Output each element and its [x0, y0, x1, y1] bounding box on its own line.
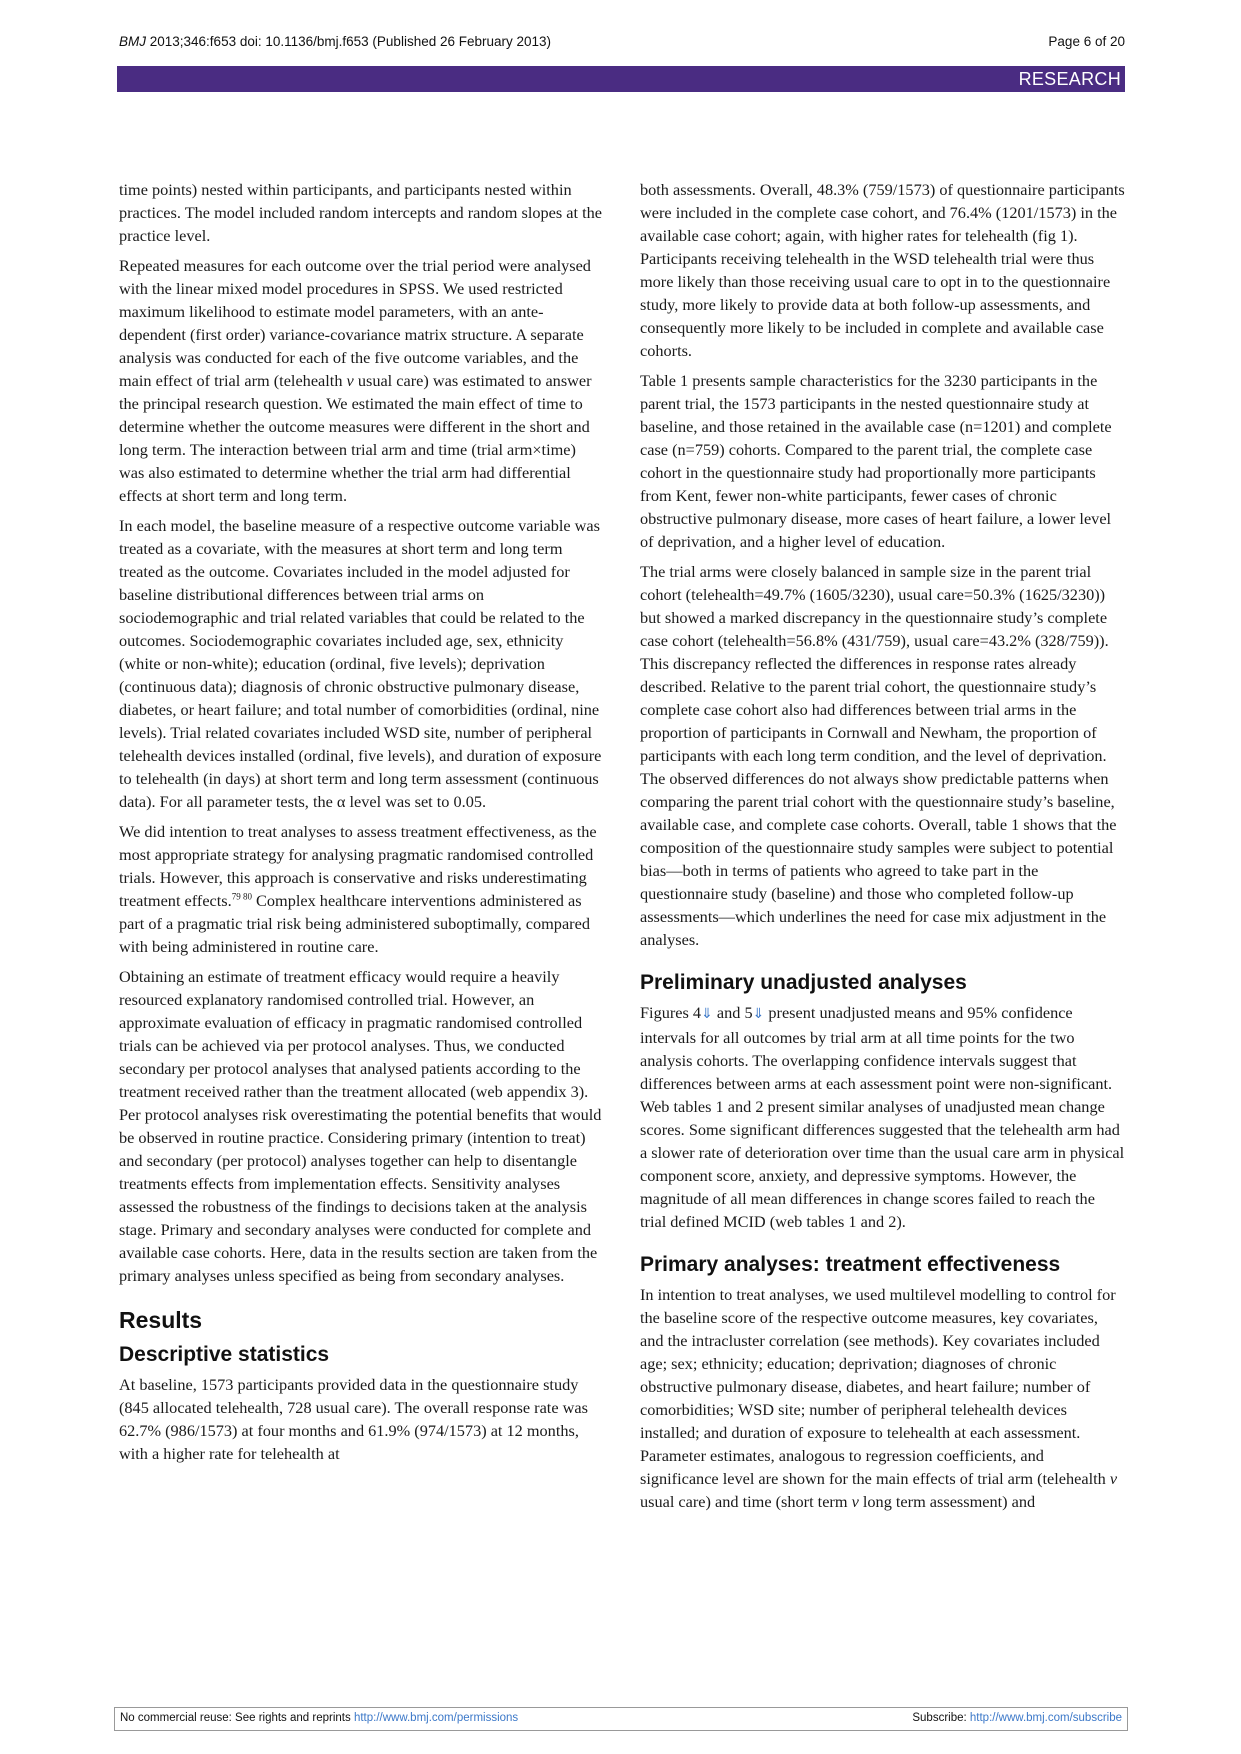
reference-superscript: 79 80: [231, 891, 252, 902]
text-run: usual care) was estimated to answer the principal research question. We estimated the main effect of time to determine whether the outcome measures were different in the short and long term. The interaction between trial arm and time (trial arm×time) was also estimated to determine whether the trial arm had differential effects at short term and long term.: [119, 371, 592, 505]
running-header-citation: [119, 34, 551, 49]
paragraph: [640, 1283, 1125, 1513]
paragraph: In each model, the baseline measure of a respective outcome variable was treated as a covariate, with the measures at short term and long term treated as the outcome. Covariates included in the model adjusted for baseline distributional differences between trial arms on sociodemographic and trial related variables that could be related to the outcomes. Sociodemographic covariates included age, sex, ethnicity (white or non-white); education (ordinal, five levels); deprivation (continuous data); diagnosis of chronic obstructive pulmonary disease, diabetes, or heart failure; and total number of comorbidities (ordinal, nine levels). Trial related covariates included WSD site, number of peripheral telehealth devices installed (ordinal, five levels), and duration of exposure to telehealth (in days) at short term and long term assessment (continuous data). For all parameter tests, the α level was set to 0.05.: [119, 516, 602, 811]
section-band: [117, 66, 1125, 92]
paragraph: both assessments. Overall, 48.3% (759/1573) of questionnaire participants were included in the complete case cohort, and 76.4% (1201/1573) in the available case cohort; again, with higher rates for telehealth (fig 1). Participants receiving telehealth in the WSD telehealth trial were thus more likely than those receiving usual care to opt in to the questionnaire study, more likely to provide data at both follow-up assessments, and consequently more likely to be included in complete and available case cohorts.: [640, 180, 1125, 360]
italic-v: v: [851, 1492, 859, 1511]
journal-name: BMJ: [119, 34, 146, 49]
italic-v: v: [1109, 1469, 1118, 1488]
paragraph: The trial arms were closely balanced in sample size in the parent trial cohort (telehealth=49.7% (1605/3230), usual care=50.3% (1625/3230)) but showed a marked discrepancy in the questionnaire study’s complete case cohort (telehealth=56.8% (431/759), usual care=43.2% (328/759)). This discrepancy reflected the differences in response rates already described. Relative to the parent trial cohort, the questionnaire study’s complete case cohort also had differences between trial arms in the proportion of participants in Cornwall and Newham, the proportion of participants with each long term condition, and the level of deprivation. The observed differences do not always show predictable patterns when comparing the parent trial cohort with the questionnaire study’s baseline, available case, and complete case cohorts. Overall, table 1 shows that the composition of the questionnaire study samples were subject to potential bias—both in terms of patients who agreed to take part in the questionnaire study (baseline) and those who completed follow-up assessments—which underlines the need for case mix adjustment in the analyses.: [640, 562, 1117, 949]
figure-link-arrow-icon[interactable]: ⇓: [701, 1006, 713, 1022]
figure-link-arrow-icon[interactable]: ⇓: [752, 1006, 765, 1022]
paragraph: [119, 820, 604, 958]
text-run: We did intention to treat analyses to assess treatment effectiveness, as the most appropriate strategy for analysing pragmatic randomised controlled trials. However, this approach is conservative and risks underestimating treatment effects.: [119, 822, 597, 910]
text-run: long term assessment) and: [858, 1492, 1036, 1511]
heading-primary-analyses: Primary analyses: treatment effectiveness: [640, 1253, 1061, 1276]
text-run: In intention to treat analyses, we used multilevel modelling to control for the baseline score of the respective outcome measures, key covariates, and the intracluster correlation (see methods). Key covariates included age; sex; ethnicity; education; deprivation; diagnoses of chronic obstructive pulmonary disease, diabetes, and heart failure; number of comorbidities; WSD site; number of peripheral telehealth devices installed; and duration of exposure to telehealth at each assessment. Parameter estimates, analogous to regression coefficients, and significance level are shown for the main effects of trial arm (telehealth: [640, 1285, 1116, 1488]
footer-text: No commercial reuse: See rights and reprints: [120, 1712, 354, 1724]
paragraph: At baseline, 1573 participants provided data in the questionnaire study (845 allocated telehealth, 728 usual care). The overall response rate was 62.7% (986/1573) at four months and 61.9% (974/1573) at 12 months, with a higher rate for telehealth at: [119, 1375, 588, 1463]
page-number: Page 6 of 20: [1048, 34, 1125, 49]
left-column: [119, 178, 604, 1472]
paragraph: Obtaining an estimate of treatment efficacy would require a heavily resourced explanatory randomised controlled trial. However, an approximate evaluation of efficacy in pragmatic randomised controlled trials can be achieved via per protocol analyses. Thus, we conducted secondary per protocol analyses that analysed patients according to the treatment received rather than the treatment allocated (web appendix 3). Per protocol analyses risk overestimating the potential benefits that would be observed in routine practice. Considering primary (intention to treat) and secondary (per protocol) analyses together can help to disentangle treatments effects from implementation effects. Sensitivity analyses assessed the robustness of the findings to decisions taken at the analysis stage. Primary and secondary analyses were conducted for complete and available case cohorts. Here, data in the results section are taken from the primary analyses unless specified as being from secondary analyses.: [119, 967, 602, 1285]
paragraph: [640, 1001, 1125, 1233]
text-run: Figures 4: [640, 1003, 702, 1022]
page-footer: [114, 1707, 1128, 1731]
text-run: Repeated measures for each outcome over the trial period were analysed with the linear mixed model procedures in SPSS. We used restricted maximum likelihood to estimate model parameters, with an ante-dependent (first order) variance-covariance matrix structure. A separate analysis was conducted for each of the five outcome variables, and the main effect of trial arm (telehealth: [119, 256, 591, 390]
footer-permissions: [120, 1712, 518, 1724]
footer-subscribe: [912, 1712, 1122, 1724]
text-run: Complex healthcare interventions administered as part of a pragmatic trial risk being administered suboptimally, compared with being administered in routine care.: [119, 891, 590, 956]
text-run: present unadjusted means and 95% confidence intervals for all outcomes by trial arm at all time points for the two analysis cohorts. The overlapping confidence intervals suggest that differences between arms at each assessment point were non-significant. Web tables 1 and 2 present similar analyses of unadjusted mean change scores. Some significant differences suggested that the telehealth arm had a slower rate of deterioration over time than the usual care arm in physical component score, anxiety, and depressive symptoms. However, the magnitude of all mean differences in change scores failed to reach the trial defined MCID (web tables 1 and 2).: [640, 1003, 1125, 1231]
citation-text: 2013;346:f653 doi: 10.1136/bmj.f653 (Published 26 February 2013): [146, 34, 552, 49]
paragraph: Table 1 presents sample characteristics for the 3230 participants in the parent trial, the 1573 participants in the nested questionnaire study at baseline, and those retained in the available case (n=1201) and complete case (n=759) cohorts. Compared to the parent trial, the complete case cohort in the questionnaire study had proportionally more participants from Kent, fewer non-white participants, fewer cases of chronic obstructive pulmonary disease, more cases of heart failure, a lower level of deprivation, and a higher level of education.: [640, 371, 1112, 551]
text-run: and 5: [712, 1003, 753, 1022]
heading-descriptive-statistics: Descriptive statistics: [119, 1343, 330, 1366]
text-run: usual care) and time (short term: [640, 1492, 852, 1511]
italic-v: v: [346, 371, 354, 390]
paragraph: [119, 254, 604, 507]
heading-preliminary-analyses: Preliminary unadjusted analyses: [640, 971, 967, 994]
section-label: RESEARCH: [1018, 69, 1121, 89]
paragraph: time points) nested within participants, and participants nested within practices. The model included random intercepts and random slopes at the practice level.: [119, 180, 603, 245]
right-column: [640, 178, 1125, 1520]
footer-text: Subscribe:: [912, 1712, 970, 1724]
permissions-link[interactable]: http://www.bmj.com/permissions: [353, 1712, 519, 1724]
heading-results: Results: [119, 1307, 203, 1333]
subscribe-link[interactable]: http://www.bmj.com/subscribe: [969, 1712, 1122, 1724]
